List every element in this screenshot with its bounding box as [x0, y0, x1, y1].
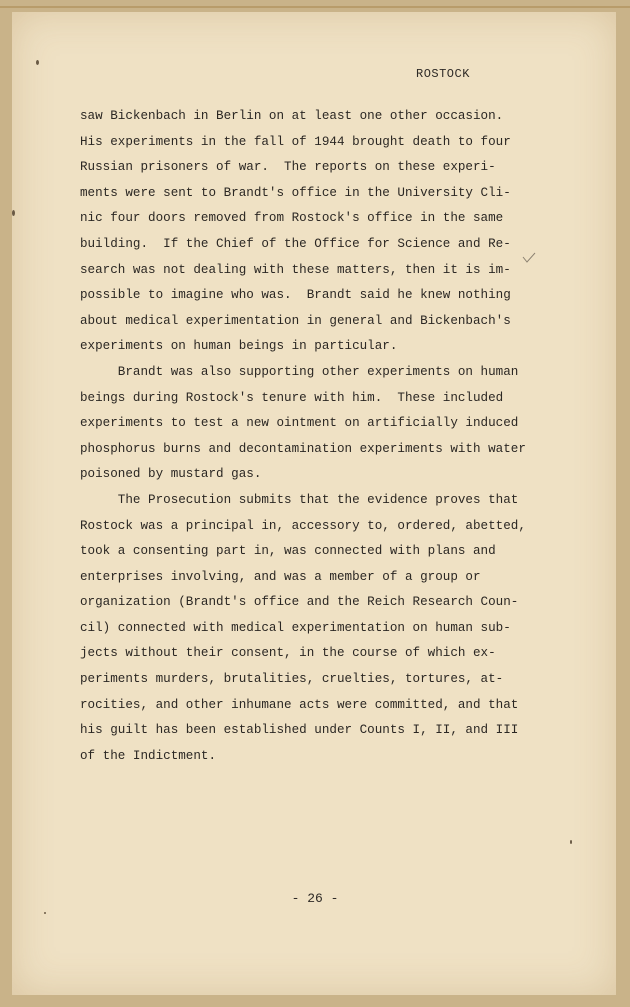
text-line: beings during Rostock's tenure with him. These included	[80, 390, 504, 405]
text-line: cil) connected with medical experimentation on human sub-	[80, 620, 511, 635]
top-edge-line	[0, 6, 630, 8]
text-line: Russian prisoners of war. The reports on these experi-	[80, 160, 496, 175]
text-line: His experiments in the fall of 1944 brought death to four	[80, 134, 511, 149]
text-line: The Prosecution submits that the evidence proves that	[80, 492, 519, 507]
text-line: building. If the Chief of the Office for Science and Re-	[80, 236, 511, 251]
paper-speck	[12, 210, 15, 216]
text-line: of the Indictment.	[80, 748, 217, 763]
text-line: about medical experimentation in general and Bickenbach's	[80, 313, 511, 328]
text-line: experiments to test a new ointment on artificially induced	[80, 416, 519, 431]
text-line: experiments on human beings in particular.	[80, 339, 398, 354]
text-line: saw Bickenbach in Berlin on at least one other occasion.	[80, 109, 504, 123]
paper-speck	[36, 60, 39, 65]
paper-speck	[570, 840, 572, 844]
text-line: phosphorus burns and decontamination experiments with water	[80, 441, 526, 456]
text-line: poisoned by mustard gas.	[80, 467, 262, 482]
paper-speck	[44, 912, 46, 914]
text-line: ments were sent to Brandt's office in the University Cli-	[80, 185, 511, 200]
body-text	[80, 104, 540, 769]
text-line: enterprises involving, and was a member of a group or	[80, 569, 481, 584]
text-line: nic four doors removed from Rostock's office in the same	[80, 211, 504, 226]
text-line: organization (Brandt's office and the Reich Research Coun-	[80, 595, 519, 610]
pencil-check-mark-icon	[522, 252, 536, 264]
text-line: took a consenting part in, was connected with plans and	[80, 544, 496, 559]
text-line: periments murders, brutalities, cruelties, tortures, at-	[80, 672, 504, 687]
text-line: search was not dealing with these matters, then it is im-	[80, 262, 511, 277]
text-line: rocities, and other inhumane acts were committed, and that	[80, 697, 519, 712]
page-number: - 26 -	[291, 891, 339, 906]
text-line: Rostock was a principal in, accessory to, ordered, abetted,	[80, 518, 526, 533]
page-header: ROSTOCK	[416, 67, 470, 81]
text-line: his guilt has been established under Counts I, II, and III	[80, 723, 519, 738]
text-line: jects without their consent, in the course of which ex-	[80, 646, 496, 661]
text-line: Brandt was also supporting other experiments on human	[80, 364, 519, 379]
text-line: possible to imagine who was. Brandt said he knew nothing	[80, 288, 511, 303]
